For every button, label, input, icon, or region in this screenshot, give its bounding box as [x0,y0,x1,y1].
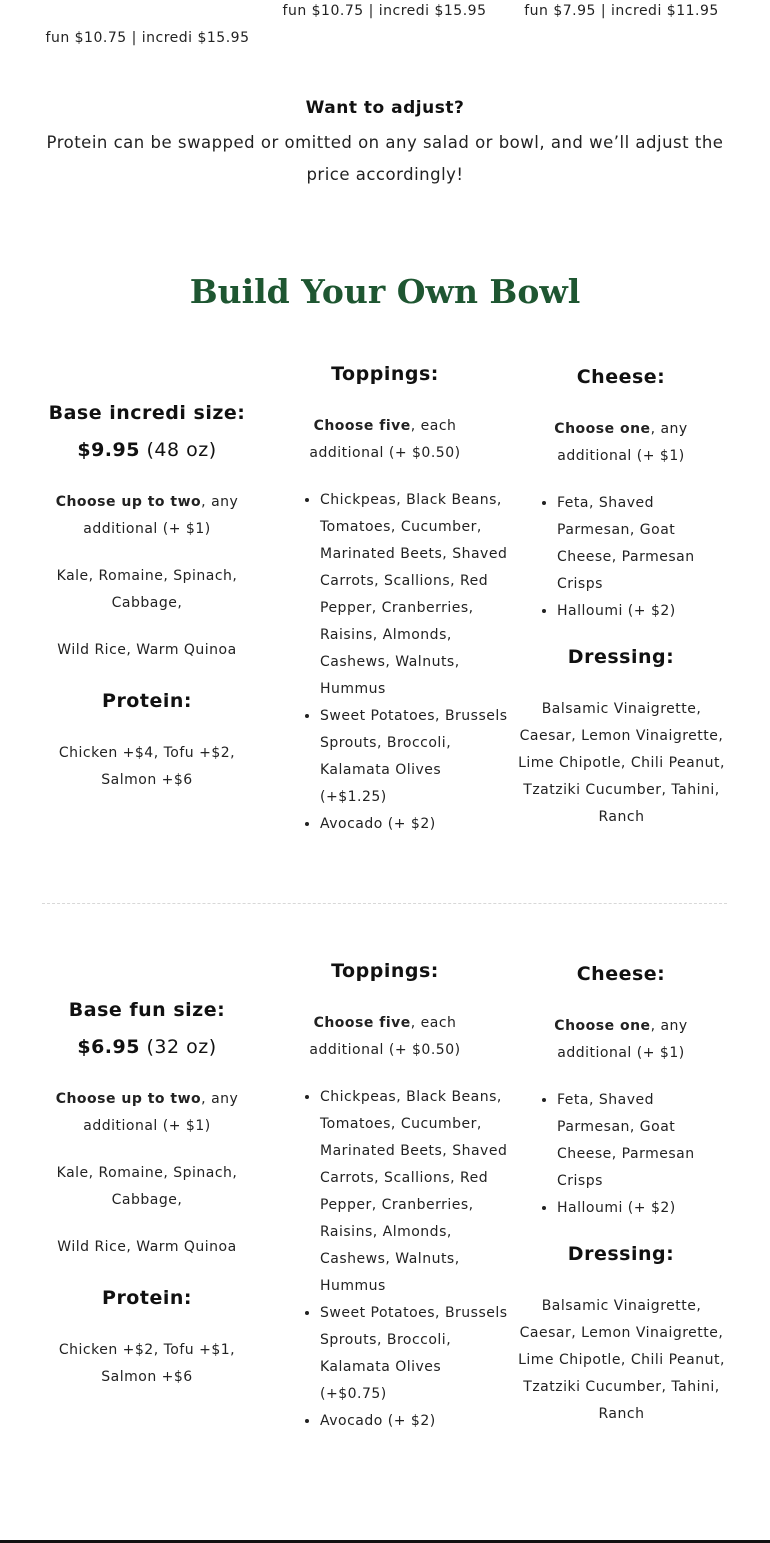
cheese-choose-rest: , any additional (+ $1) [557,421,688,464]
base-price-amount: $6.95 [77,1036,140,1058]
base-greens: Kale, Romaine, Spinach, Cabbage, [56,1165,238,1208]
toppings-heading: Toppings: [331,363,439,385]
base-size: (32 oz) [146,1036,217,1058]
build-your-own-bowl-title: Build Your Own Bowl [189,272,581,311]
toppings-choose-rest: , each additional (+ $0.50) [309,1015,461,1058]
base-heading: Base incredi size: [48,402,246,424]
toppings-choose-text [300,413,470,467]
base-choose-bold: Choose up to two [55,1091,202,1107]
list-item: • Sweet Potatoes, Brussels Sprouts, Broccoli, Kalamata Olives (+$1.25) [320,703,510,811]
list-item: • Halloumi (+ $2) [557,598,727,625]
base-size: (48 oz) [146,439,217,461]
base-price [37,439,257,461]
base-grains: Wild Rice, Warm Quinoa [57,642,237,658]
toppings-list [302,1084,510,1435]
base-price [37,1036,257,1058]
base-heading: Base fun size: [68,999,226,1021]
dressing-heading: Dressing: [567,646,675,668]
list-item: • Avocado (+ $2) [320,1408,510,1435]
toppings-choose-rest: , each additional (+ $0.50) [309,418,461,461]
price-line-col3: fun $7.95 | incredi $11.95 [524,3,719,19]
base-choose-text [52,1086,242,1140]
list-item: • Feta, Shaved Parmesan, Goat Cheese, Parmesan Crisps [557,490,727,598]
base-grains: Wild Rice, Warm Quinoa [57,1239,237,1255]
protein-heading: Protein: [102,690,192,712]
dressing-text: Balsamic Vinaigrette, Caesar, Lemon Vinaigrette, Lime Chipotle, Chili Peanut, Tzatziki Cucumber, Tahini, Ranch [518,1298,725,1422]
section-divider [42,903,727,904]
price-line-col2: fun $10.75 | incredi $15.95 [282,3,487,19]
cheese-choose-text [516,416,726,470]
base-choose-rest: , any additional (+ $1) [83,494,239,537]
cheese-list [539,490,727,625]
toppings-choose-text [300,1010,470,1064]
cheese-choose-bold: Choose one [554,1018,651,1034]
base-choose-bold: Choose up to two [55,494,202,510]
base-choose-rest: , any additional (+ $1) [83,1091,239,1134]
cheese-list [539,1087,727,1222]
toppings-choose-bold: Choose five [313,1015,411,1031]
list-item: • Feta, Shaved Parmesan, Goat Cheese, Parmesan Crisps [557,1087,727,1195]
list-item: • Chickpeas, Black Beans, Tomatoes, Cucumber, Marinated Beets, Shaved Carrots, Scallions, Red Pepper, Cranberries, Raisins, Almonds, Cashews, Walnuts, Hummus [320,487,510,703]
cheese-heading: Cheese: [576,366,666,388]
cheese-heading: Cheese: [576,963,666,985]
base-greens: Kale, Romaine, Spinach, Cabbage, [56,568,238,611]
protein-text: Chicken +$4, Tofu +$2, Salmon +$6 [58,745,236,788]
adjust-title: Want to adjust? [305,98,465,118]
dressing-text: Balsamic Vinaigrette, Caesar, Lemon Vinaigrette, Lime Chipotle, Chili Peanut, Tzatziki Cucumber, Tahini, Ranch [518,701,725,825]
dressing-heading: Dressing: [567,1243,675,1265]
base-choose-text [52,489,242,543]
toppings-heading: Toppings: [331,960,439,982]
toppings-choose-bold: Choose five [313,418,411,434]
protein-text: Chicken +$2, Tofu +$1, Salmon +$6 [58,1342,236,1385]
list-item: • Sweet Potatoes, Brussels Sprouts, Broccoli, Kalamata Olives (+$0.75) [320,1300,510,1408]
protein-heading: Protein: [102,1287,192,1309]
list-item: • Chickpeas, Black Beans, Tomatoes, Cucumber, Marinated Beets, Shaved Carrots, Scallions, Red Pepper, Cranberries, Raisins, Almonds, Cashews, Walnuts, Hummus [320,1084,510,1300]
base-price-amount: $9.95 [77,439,140,461]
adjust-text: Protein can be swapped or omitted on any salad or bowl, and we’ll adjust the price accordingly! [46,133,724,184]
list-item: • Halloumi (+ $2) [557,1195,727,1222]
cheese-choose-rest: , any additional (+ $1) [557,1018,688,1061]
price-line-col1: fun $10.75 | incredi $15.95 [45,30,250,46]
cheese-choose-bold: Choose one [554,421,651,437]
list-item: • Avocado (+ $2) [320,811,510,838]
cheese-choose-text [516,1013,726,1067]
toppings-list [302,487,510,838]
